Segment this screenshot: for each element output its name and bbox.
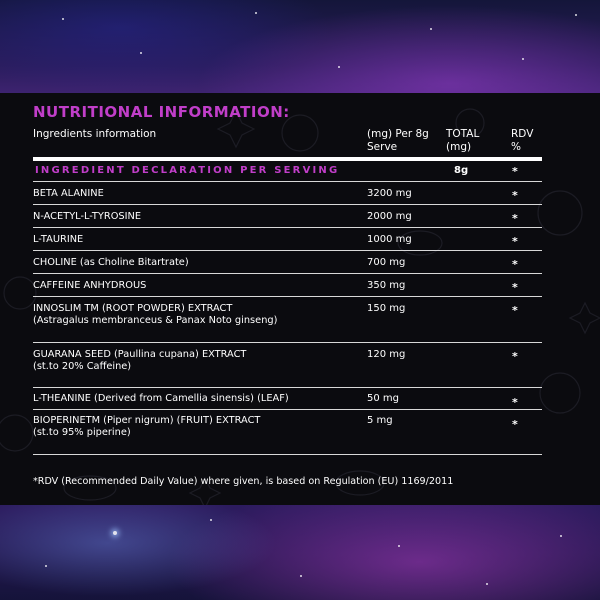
row-divider — [33, 227, 542, 228]
ingredient-amount: 120 mg — [367, 349, 406, 360]
table-row — [33, 227, 542, 249]
row-divider — [33, 250, 542, 251]
row-divider — [33, 454, 542, 455]
row-divider — [33, 181, 542, 182]
star — [560, 535, 562, 537]
row-divider — [33, 342, 542, 343]
bright-star — [113, 531, 117, 535]
row-divider — [33, 387, 542, 388]
header-per-serve: (mg) Per 8g Serve — [367, 128, 429, 153]
ingredient-name-main: GUARANA SEED (Paullina cupana) EXTRACT — [33, 349, 247, 360]
ingredient-name — [33, 415, 363, 439]
star — [522, 58, 524, 60]
ingredient-name-main: INNOSLIM TM (ROOT POWDER) EXTRACT — [33, 303, 233, 314]
ingredient-name: CHOLINE (as Choline Bitartrate) — [33, 257, 189, 268]
ingredient-name-sub: (st.to 95% piperine) — [33, 427, 131, 438]
ingredient-rdv: * — [512, 304, 518, 317]
star — [45, 565, 47, 567]
table-row — [33, 342, 542, 388]
row-divider — [33, 204, 542, 205]
ingredient-name-main: BIOPERINETM (Piper nigrum) (FRUIT) EXTRACT — [33, 415, 261, 426]
ingredient-name-sub: (Astragalus membranceus & Panax Noto ginseng) — [33, 315, 278, 326]
table-row — [33, 273, 542, 295]
ingredient-name: L-THEANINE (Derived from Camellia sinensis) (LEAF) — [33, 393, 289, 404]
space-background-top — [0, 0, 600, 93]
ingredient-amount: 3200 mg — [367, 188, 412, 199]
table-row — [33, 296, 542, 341]
ingredient-rdv: * — [512, 281, 518, 294]
ingredient-rdv: * — [512, 350, 518, 363]
ingredient-amount: 150 mg — [367, 303, 406, 314]
ingredient-name-sub: (st.to 20% Caffeine) — [33, 361, 132, 372]
header-ingredients: Ingredients information — [33, 128, 157, 140]
ingredient-rdv: * — [512, 418, 518, 431]
declaration-total: 8g — [454, 165, 469, 176]
star — [575, 14, 577, 16]
star — [62, 18, 64, 20]
star — [338, 66, 340, 68]
declaration-row — [33, 163, 542, 179]
header-total: TOTAL (mg) — [446, 128, 480, 153]
ingredient-amount: 5 mg — [367, 415, 393, 426]
space-background-bottom — [0, 505, 600, 600]
ingredient-name: BETA ALANINE — [33, 188, 104, 199]
nutrition-panel — [0, 93, 600, 505]
header-rdv: RDV % — [511, 128, 534, 153]
panel-title: NUTRITIONAL INFORMATION: — [33, 103, 290, 121]
header-divider — [33, 157, 542, 161]
rdv-footnote: *RDV (Recommended Daily Value) where given, is based on Regulation (EU) 1169/2011 — [33, 476, 454, 487]
star — [486, 583, 488, 585]
ingredient-amount: 1000 mg — [367, 234, 412, 245]
declaration-label: INGREDIENT DECLARATION PER SERVING — [35, 165, 340, 176]
ingredient-amount: 2000 mg — [367, 211, 412, 222]
ingredient-rdv: * — [512, 235, 518, 248]
ingredient-amount: 50 mg — [367, 393, 399, 404]
ingredient-amount: 350 mg — [367, 280, 406, 291]
ingredient-rdv: * — [512, 212, 518, 225]
table-row — [33, 181, 542, 203]
ingredient-name: N-ACETYL-L-TYROSINE — [33, 211, 142, 222]
star — [398, 545, 400, 547]
star — [300, 575, 302, 577]
ingredient-amount: 700 mg — [367, 257, 406, 268]
ingredient-name — [33, 349, 363, 373]
table-row — [33, 387, 542, 409]
ingredient-name: CAFFEINE ANHYDROUS — [33, 280, 147, 291]
table-row — [33, 250, 542, 272]
ingredient-rdv: * — [512, 258, 518, 271]
row-divider — [33, 296, 542, 297]
declaration-rdv: * — [512, 165, 518, 178]
ingredient-rdv: * — [512, 189, 518, 202]
ingredient-name: L-TAURINE — [33, 234, 84, 245]
row-divider — [33, 273, 542, 274]
row-divider — [33, 409, 542, 410]
ingredient-name — [33, 303, 363, 327]
table-row — [33, 409, 542, 456]
ingredient-rdv: * — [512, 396, 518, 409]
table-row — [33, 204, 542, 226]
star — [430, 28, 432, 30]
star — [255, 12, 257, 14]
star — [210, 519, 212, 521]
star — [140, 52, 142, 54]
